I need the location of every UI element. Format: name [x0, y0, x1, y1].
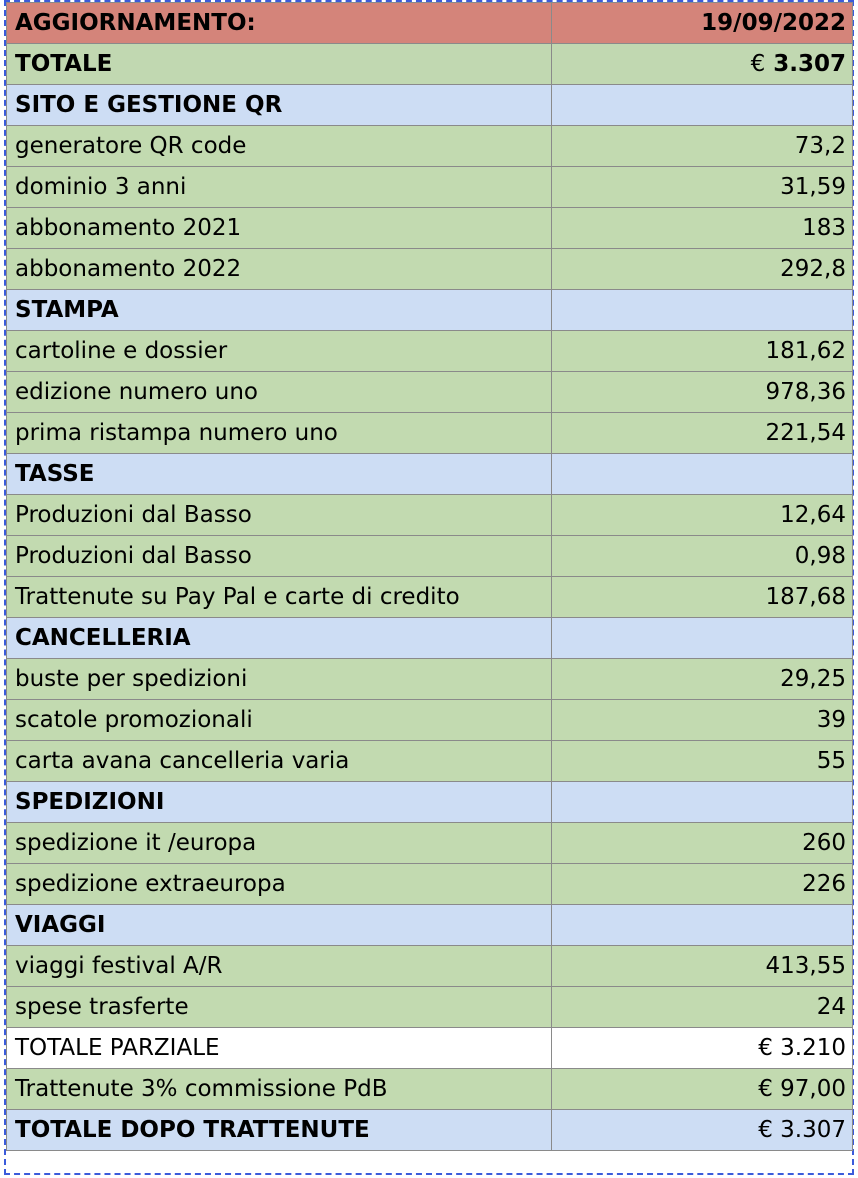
expense-row: [7, 331, 853, 372]
expense-label[interactable]: spedizione it /europa: [7, 823, 552, 864]
section-header-row: [7, 618, 853, 659]
expense-row: [7, 987, 853, 1028]
expense-row: [7, 208, 853, 249]
expense-label[interactable]: Produzioni dal Basso: [7, 536, 552, 577]
expense-value[interactable]: 0,98: [552, 536, 853, 577]
section-empty-cell[interactable]: [552, 782, 853, 823]
section-title[interactable]: VIAGGI: [7, 905, 552, 946]
expense-row: [7, 700, 853, 741]
section-title[interactable]: SPEDIZIONI: [7, 782, 552, 823]
expense-row: [7, 823, 853, 864]
expense-value[interactable]: 978,36: [552, 372, 853, 413]
expense-value[interactable]: 31,59: [552, 167, 853, 208]
expense-label[interactable]: abbonamento 2022: [7, 249, 552, 290]
expense-value[interactable]: 187,68: [552, 577, 853, 618]
header-label[interactable]: AGGIORNAMENTO:: [7, 3, 552, 44]
expense-value[interactable]: 39: [552, 700, 853, 741]
section-header-row: [7, 85, 853, 126]
section-header-row: [7, 454, 853, 495]
expense-value[interactable]: 55: [552, 741, 853, 782]
section-empty-cell[interactable]: [552, 85, 853, 126]
section-title[interactable]: TASSE: [7, 454, 552, 495]
section-header-row: [7, 905, 853, 946]
expense-value[interactable]: 183: [552, 208, 853, 249]
section-title[interactable]: SITO E GESTIONE QR: [7, 85, 552, 126]
expense-row: [7, 249, 853, 290]
expense-label[interactable]: edizione numero uno: [7, 372, 552, 413]
expense-row: [7, 659, 853, 700]
section-title[interactable]: CANCELLERIA: [7, 618, 552, 659]
expense-row: [7, 126, 853, 167]
total-value: 3.307: [773, 51, 846, 77]
section-header-row: [7, 290, 853, 331]
final-total-label[interactable]: TOTALE DOPO TRATTENUTE: [7, 1110, 552, 1151]
expense-value[interactable]: 73,2: [552, 126, 853, 167]
section-empty-cell[interactable]: [552, 618, 853, 659]
expense-label[interactable]: prima ristampa numero uno: [7, 413, 552, 454]
expense-table: [6, 2, 853, 1151]
section-empty-cell[interactable]: [552, 454, 853, 495]
expense-row: [7, 577, 853, 618]
total-label[interactable]: TOTALE: [7, 44, 552, 85]
expense-label[interactable]: Trattenute su Pay Pal e carte di credito: [7, 577, 552, 618]
section-header-row: [7, 782, 853, 823]
commission-value[interactable]: € 97,00: [552, 1069, 853, 1110]
expense-value[interactable]: 221,54: [552, 413, 853, 454]
expense-label[interactable]: spese trasferte: [7, 987, 552, 1028]
expense-label[interactable]: spedizione extraeuropa: [7, 864, 552, 905]
expense-value[interactable]: 12,64: [552, 495, 853, 536]
final-euro-value: € 3.307: [758, 1117, 846, 1143]
total-value-cell[interactable]: [552, 44, 853, 85]
subtotal-value[interactable]: € 3.210: [552, 1028, 853, 1069]
expense-row: [7, 536, 853, 577]
expense-row: [7, 864, 853, 905]
expense-label[interactable]: abbonamento 2021: [7, 208, 552, 249]
section-title[interactable]: STAMPA: [7, 290, 552, 331]
expense-label[interactable]: dominio 3 anni: [7, 167, 552, 208]
expense-row: [7, 946, 853, 987]
expense-label[interactable]: generatore QR code: [7, 126, 552, 167]
header-row: [7, 3, 853, 44]
subtotal-label[interactable]: TOTALE PARZIALE: [7, 1028, 552, 1069]
expense-value[interactable]: 29,25: [552, 659, 853, 700]
expense-value[interactable]: 260: [552, 823, 853, 864]
expense-label[interactable]: viaggi festival A/R: [7, 946, 552, 987]
section-empty-cell[interactable]: [552, 290, 853, 331]
expense-row: [7, 741, 853, 782]
expense-value[interactable]: 181,62: [552, 331, 853, 372]
expense-row: [7, 495, 853, 536]
commission-row: [7, 1069, 853, 1110]
final-total-value[interactable]: [552, 1110, 853, 1151]
expense-label[interactable]: cartoline e dossier: [7, 331, 552, 372]
expense-value[interactable]: 24: [552, 987, 853, 1028]
euro-symbol: €: [750, 51, 766, 77]
expense-value[interactable]: 226: [552, 864, 853, 905]
expense-label[interactable]: scatole promozionali: [7, 700, 552, 741]
commission-label[interactable]: Trattenute 3% commissione PdB: [7, 1069, 552, 1110]
spreadsheet: [4, 0, 854, 1175]
expense-label[interactable]: carta avana cancelleria varia: [7, 741, 552, 782]
expense-label[interactable]: buste per spedizioni: [7, 659, 552, 700]
expense-row: [7, 167, 853, 208]
expense-value[interactable]: 292,8: [552, 249, 853, 290]
expense-value[interactable]: 413,55: [552, 946, 853, 987]
final-total-row: [7, 1110, 853, 1151]
subtotal-row: [7, 1028, 853, 1069]
section-empty-cell[interactable]: [552, 905, 853, 946]
total-row: [7, 44, 853, 85]
header-date[interactable]: 19/09/2022: [552, 3, 853, 44]
expense-row: [7, 372, 853, 413]
expense-label[interactable]: Produzioni dal Basso: [7, 495, 552, 536]
expense-row: [7, 413, 853, 454]
